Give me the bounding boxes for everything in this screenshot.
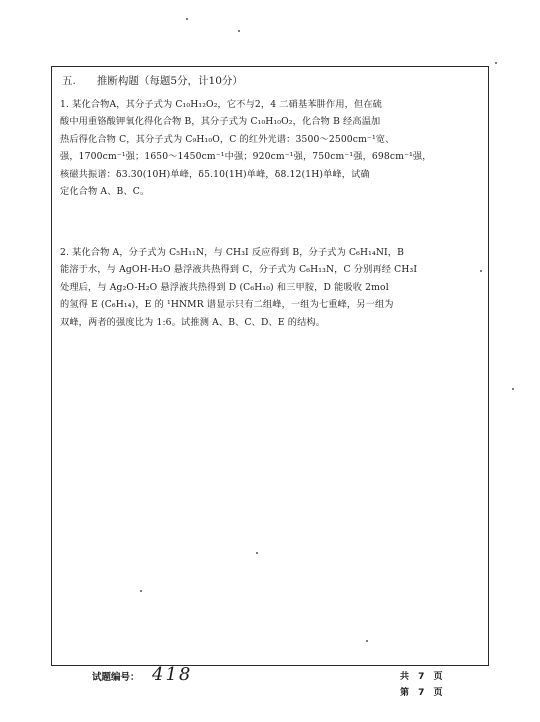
exam-code-value: 418 [152,664,193,685]
section-heading: 五. 推断构题（每题5分，计10分） [62,75,243,87]
scan-speck [512,388,514,390]
scan-speck [495,62,497,64]
total-pages: 共 7 页 [400,672,446,682]
scan-speck [140,590,142,592]
exam-code-label: 试题编号： [92,672,140,683]
scan-speck [366,640,368,642]
scan-speck [256,552,258,554]
current-page: 第 7 页 [400,688,446,698]
question-2-text: 2. 某化合物 A，分子式为 C₅H₁₁N，与 CH₃I 反应得到 B，分子式为 C₆H₁₄NI，B 能溶于水，与 AgOH-H₂O 悬浮液共热得到 C，分子式为 C₆H₁₃N，C 分别再经 CH₃I 处理后，与 Ag₂O-H₂O 悬浮液共热得到 D (C₆H₁₀) 和三甲胺，D 能吸收 2mol 的氢得 E (C₆H₁₄)，E 的 ¹HNMR 谱显示只有二组峰，一组为七重峰，另一组为 双峰，两者的强度比为 1:6。试推测 A、B、C、D、E 的结构。 [60,247,418,328]
scan-speck [238,30,240,32]
scan-speck [186,18,188,20]
question-1-text: 1. 某化合物A，其分子式为 C₁₀H₁₂O₂，它不与2，4 二硝基苯肼作用，但在硫 酸中用重铬酸钾氧化得化合物 B，其分子式为 C₁₀H₁₀O₂，化合物 B 经高温加 热后得化合物 C，其分子式为 C₉H₁₀O，C 的红外光谱：3500～2500cm⁻¹宽、 强，1700cm⁻¹强；1650～1450cm⁻¹中强；920cm⁻¹强，750cm⁻¹强，698cm⁻¹强， 核磁共振谱：δ3.30(10H)单峰，δ5.10(1H)单峰，δ8.12(1H)单峰，试确 定化合物 A、B、C。 [60,99,432,198]
scan-speck [480,270,482,272]
